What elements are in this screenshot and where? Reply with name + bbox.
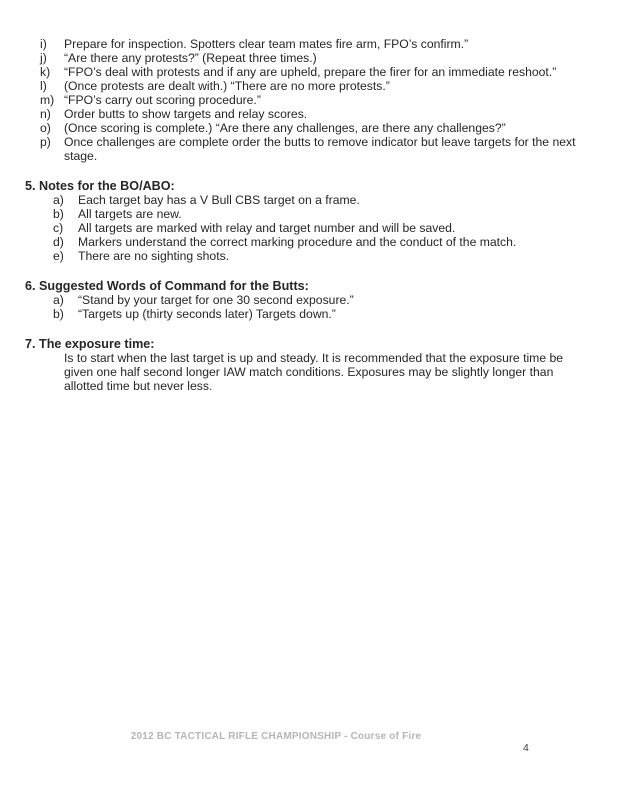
list-item: [40, 37, 580, 51]
list-item-label: d): [53, 235, 64, 249]
list-item-label: i): [40, 37, 47, 51]
list-item-label: b): [53, 207, 64, 221]
list-item: [53, 193, 583, 207]
list-item: [53, 293, 583, 307]
list-item-text: Each target bay has a V Bull CBS target on a frame.: [78, 193, 360, 207]
page-number: 4: [523, 742, 529, 754]
list-item: [40, 65, 580, 79]
list-item: [40, 93, 580, 107]
section-number: 7.: [25, 337, 36, 351]
list-item-text: Markers understand the correct marking procedure and the conduct of the match.: [78, 235, 517, 249]
section-paragraph: Is to start when the last target is up and steady. It is recommended that the exposure time be given one half second longer IAW match conditions. Exposures may be slightly longer than allotted time but never less.: [64, 351, 564, 393]
list-item-text: Prepare for inspection. Spotters clear team mates fire arm, FPO’s confirm.”: [64, 37, 469, 51]
list-item-label: j): [40, 51, 47, 65]
list-item-label: p): [40, 135, 51, 149]
list-item-label: a): [53, 293, 64, 307]
list-item-label: k): [40, 65, 51, 79]
list-item: [40, 79, 580, 93]
section: [0, 279, 618, 321]
list-item-text: “FPO’s deal with protests and if any are upheld, prepare the firer for an immediate reshoot.”: [64, 65, 557, 79]
section-title: The exposure time:: [39, 337, 155, 351]
list-item-label: m): [40, 93, 55, 107]
section: [0, 337, 618, 393]
section-number: 6.: [25, 279, 36, 293]
list-item-text: There are no sighting shots.: [78, 249, 230, 263]
list-item-text: “FPO’s carry out scoring procedure.”: [64, 93, 261, 107]
list-item-label: a): [53, 193, 64, 207]
list-item-label: l): [40, 79, 47, 93]
section-list: [53, 293, 583, 321]
section-list: [53, 193, 583, 263]
list-item-label: o): [40, 121, 51, 135]
list-item: [53, 221, 583, 235]
list-item-text: Order butts to show targets and relay scores.: [64, 107, 308, 121]
list-item: [53, 307, 583, 321]
list-item: [40, 135, 580, 163]
list-item: [53, 207, 583, 221]
list-item-label: e): [53, 249, 64, 263]
list-item-text: “Targets up (thirty seconds later) Targets down.”: [78, 307, 336, 321]
list-item: [53, 249, 583, 263]
list-item-text: “Are there any protests?” (Repeat three times.): [64, 51, 317, 65]
footer-title: 2012 BC TACTICAL RIFLE CHAMPIONSHIP - Course of Fire: [130, 731, 422, 742]
list-item: [40, 51, 580, 65]
continuation-list: [40, 37, 580, 163]
list-item-text: All targets are new.: [78, 207, 182, 221]
section: [0, 179, 618, 263]
list-item: [40, 121, 580, 135]
section-title: Suggested Words of Command for the Butts:: [39, 279, 309, 293]
section-heading: [25, 337, 618, 351]
list-item-label: c): [53, 221, 64, 235]
list-item: [53, 235, 583, 249]
list-item: [40, 107, 580, 121]
sections-container: [0, 179, 618, 393]
list-item-text: (Once scoring is complete.) “Are there any challenges, are there any challenges?”: [64, 121, 506, 135]
list-item-text: Once challenges are complete order the butts to remove indicator but leave targets for the next stage.: [64, 135, 576, 163]
section-heading: [25, 279, 618, 293]
section-heading: [25, 179, 618, 193]
list-item-label: b): [53, 307, 64, 321]
list-item-text: (Once protests are dealt with.) “There are no more protests.”: [64, 79, 390, 93]
section-number: 5.: [25, 179, 36, 193]
list-item-text: All targets are marked with relay and target number and will be saved.: [78, 221, 456, 235]
list-item-text: “Stand by your target for one 30 second exposure.”: [78, 293, 354, 307]
list-item-label: n): [40, 107, 51, 121]
section-title: Notes for the BO/ABO:: [39, 179, 175, 193]
